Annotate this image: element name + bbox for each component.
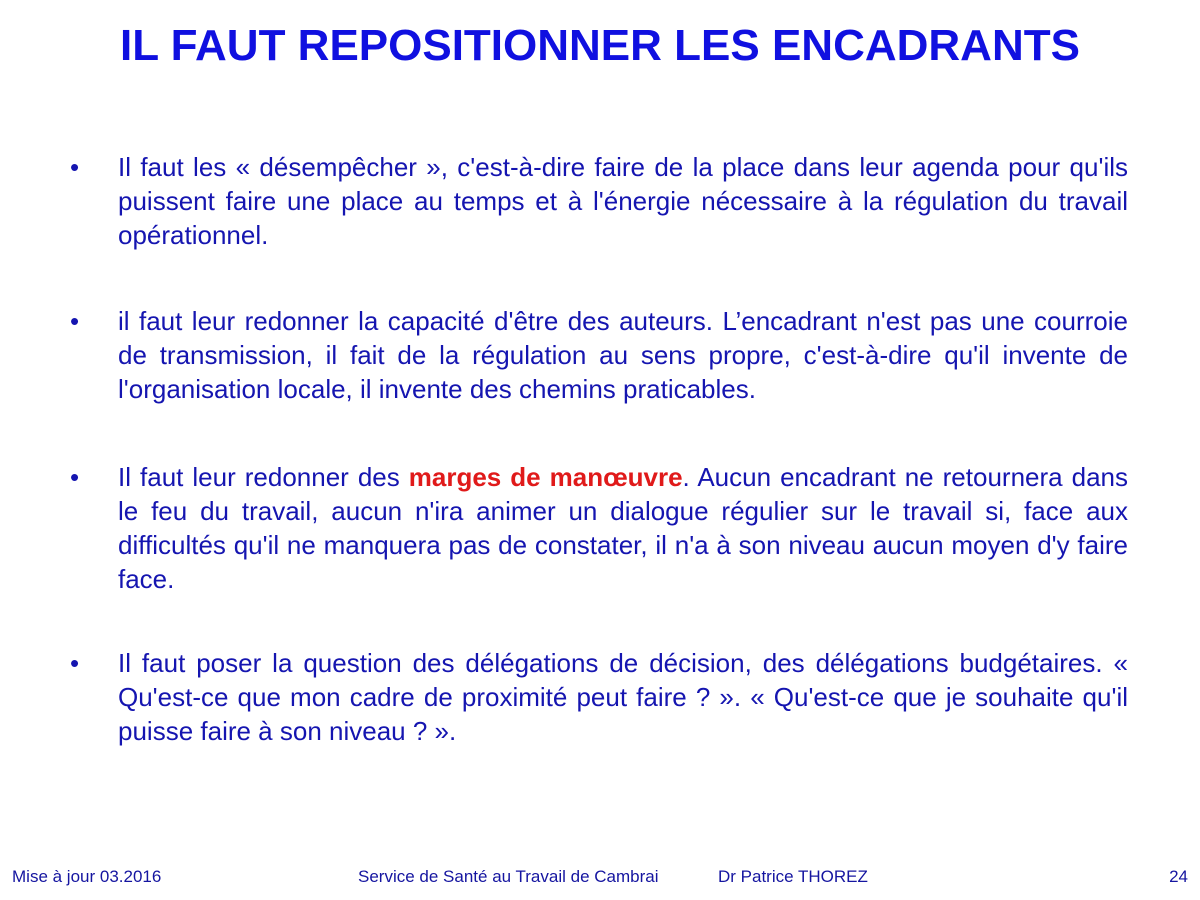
highlighted-text: marges de manœuvre bbox=[408, 462, 683, 492]
bullet-item-4 bbox=[70, 646, 1128, 748]
footer-author: Dr Patrice THOREZ bbox=[718, 867, 868, 886]
bullet-icon: • bbox=[70, 648, 80, 678]
page-number: 24 bbox=[1169, 867, 1188, 886]
bullet-text: Il faut poser la question des délégations de décision, des délégations budgétaires. « Qu'est-ce que mon cadre de proximité peut faire ? ». « Qu'est-ce que je souhaite qu'il puisse faire à son niveau ? ». bbox=[118, 648, 1128, 746]
bullet-icon: • bbox=[70, 152, 80, 182]
bullet-item-1 bbox=[70, 150, 1128, 252]
bullet-text-before: Il faut leur redonner des bbox=[118, 462, 409, 492]
bullet-text-after: . Aucun encadrant ne retournera dans le feu du travail, aucun n'ira animer un dialogue régulier sur le travail si, face aux difficultés qu'il ne manquera pas de constater, il n'a à son niveau aucun moyen d'y faire face. bbox=[118, 462, 1128, 594]
bullet-item-3 bbox=[70, 460, 1128, 596]
bullet-text: il faut leur redonner la capacité d'être des auteurs. L’encadrant n'est pas une courroie de transmission, il fait de la régulation au sens propre, c'est-à-dire qu'il invente de l'organisation locale, il invente des chemins praticables. bbox=[118, 306, 1128, 404]
footer-service: Service de Santé au Travail de Cambrai bbox=[358, 867, 659, 886]
footer-date: Mise à jour 03.2016 bbox=[12, 867, 162, 886]
bullet-icon: • bbox=[70, 462, 80, 492]
bullet-list bbox=[70, 150, 1128, 802]
bullet-item-2 bbox=[70, 304, 1128, 406]
slide-title: IL FAUT REPOSITIONNER LES ENCADRANTS bbox=[120, 21, 1080, 70]
bullet-text: Il faut les « désempêcher », c'est-à-dire faire de la place dans leur agenda pour qu'ils puissent faire une place au temps et à l'énergie nécessaire à la régulation du travail opérationnel. bbox=[118, 152, 1128, 250]
bullet-icon: • bbox=[70, 306, 80, 336]
